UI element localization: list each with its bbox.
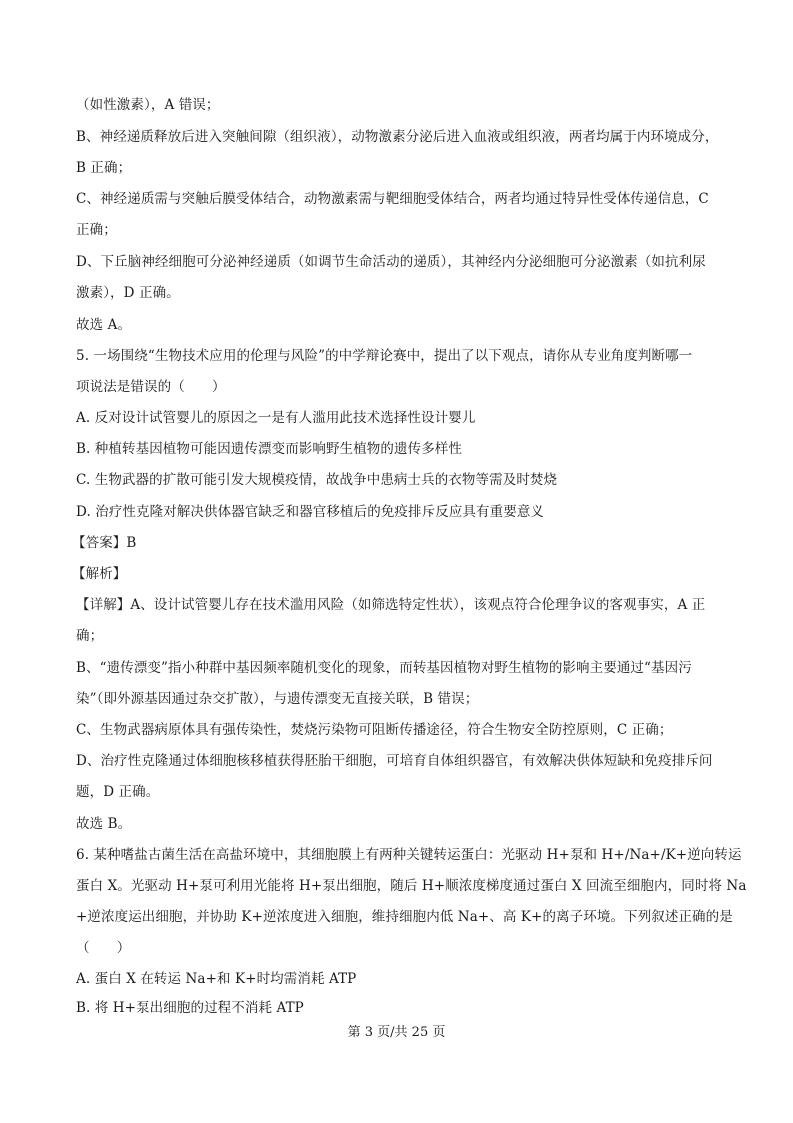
text-line: 染”（即外源基因通过杂交扩散），与遗传漂变无直接关联，B 错误；: [76, 691, 479, 707]
text-line: 故选 B。: [76, 816, 132, 832]
option-c: C. 生物武器的扩散可能引发大规模疫情，故战争中患病士兵的衣物等需及时焚烧: [76, 472, 558, 488]
text-line: （如性激素），A 错误；: [76, 97, 220, 113]
text-line: 【详解】A、设计试管婴儿存在技术滥用风险（如筛选特定性状），该观点符合伦理争议的客观事实，A 正: [76, 597, 706, 613]
answer-label: 【答案】B: [72, 535, 137, 551]
option-b: B. 将 H+泵出细胞的过程不消耗 ATP: [76, 1000, 304, 1016]
text-line: B、神经递质释放后进入突触间隙（组织液），动物激素分泌后进入血液或组织液，两者均属于内环境成分，: [76, 129, 719, 145]
text-line: 题，D 正确。: [76, 784, 160, 800]
text-line: 正确；: [76, 222, 117, 238]
option-b: B. 种植转基因植物可能因遗传漂变而影响野生植物的遗传多样性: [76, 441, 463, 457]
text-line: 激素），D 正确。: [76, 285, 180, 301]
text-line: B 正确；: [76, 160, 132, 176]
text-line: D、治疗性克隆通过体细胞核移植获得胚胎干细胞，可培育自体组织器官，有效解决供体短缺和免疫排斥问: [76, 753, 713, 769]
option-d: D. 治疗性克隆对解决供体器官缺乏和器官移植后的免疫排斥反应具有重要意义: [76, 504, 545, 520]
question-6-stem: 6. 某种嗜盐古菌生活在高盐环境中，其细胞膜上有两种关键转运蛋白：光驱动 H+泵和 H+/Na+/K+逆向转运: [76, 847, 742, 863]
text-line: C、神经递质需与突触后膜受体结合，动物激素需与靶细胞受体结合，两者均通过特异性受体传递信息，C: [76, 191, 709, 207]
analysis-label: 【解析】: [72, 566, 127, 582]
question-6-stem: +逆浓度运出细胞，并协助 K+逆浓度进入细胞，维持细胞内低 Na+、高 K+的离子环境。下列叙述正确的是: [76, 909, 733, 925]
text-line: B、“遗传漂变”指小种群中基因频率随机变化的现象，而转基因植物对野生植物的影响主要通过“基因污: [76, 660, 692, 676]
text-line: C、生物武器病原体具有强传染性，焚烧污染物可阻断传播途径，符合生物安全防控原则，C 正确；: [76, 722, 673, 738]
text-line: 故选 A。: [76, 317, 132, 333]
question-6-stem: 蛋白 X。光驱动 H+泵可利用光能将 H+泵出细胞，随后 H+顺浓度梯度通过蛋白 X 回流至细胞内，同时将 Na: [76, 878, 747, 894]
question-5-stem: 5. 一场围绕“生物技术应用的伦理与风险”的中学辩论赛中，提出了以下观点，请你从专业角度判断哪一: [76, 348, 693, 364]
question-6-stem: （ ）: [76, 940, 131, 956]
option-a: A. 蛋白 X 在转运 Na+和 K+时均需消耗 ATP: [76, 971, 357, 987]
text-line: D、下丘脑神经细胞可分泌神经递质（如调节生命活动的递质），其神经内分泌细胞可分泌激素（如抗利尿: [76, 254, 706, 270]
option-a: A. 反对设计试管婴儿的原因之一是有人滥用此技术选择性设计婴儿: [76, 410, 476, 426]
text-line: 确；: [76, 628, 104, 644]
page-footer: 第 3 页/共 25 页: [347, 1025, 446, 1040]
question-5-stem: 项说法是错误的（ ）: [76, 379, 226, 395]
